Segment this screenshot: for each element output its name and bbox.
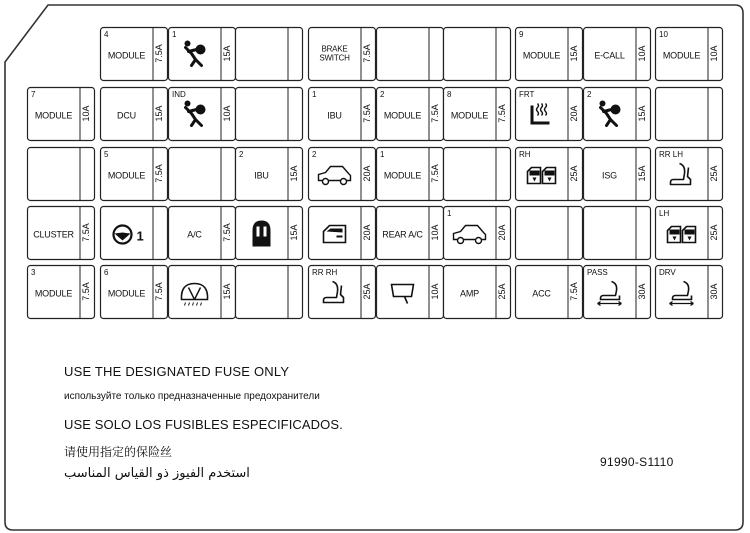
- fuse-label: MODULE: [107, 50, 146, 61]
- fuse-number: 10: [659, 30, 668, 39]
- fuse-slot: [377, 207, 444, 260]
- fuse-slot: [444, 207, 511, 260]
- fuse-slot-frame: [236, 88, 303, 141]
- fuse-rating: 7.5A: [154, 282, 164, 301]
- fuse-slot: [236, 207, 303, 260]
- fuse-slot-frame: [584, 207, 651, 260]
- part-number: 91990-S1110: [600, 455, 674, 469]
- fuse-slot: [444, 266, 511, 319]
- fuse-rating: 7.5A: [81, 223, 91, 242]
- fuse-slot: [584, 28, 651, 81]
- fuse-number: LH: [659, 209, 670, 218]
- fuse-number: 6: [104, 268, 109, 277]
- fuse-rating: 10A: [709, 45, 719, 62]
- fuse-rating: 15A: [222, 283, 232, 300]
- fuse-icon-number: 1: [136, 228, 144, 244]
- fuse-number: 2: [239, 150, 244, 159]
- fuse-slot: [516, 266, 583, 319]
- fuse-slot: [236, 88, 303, 141]
- fuse-label: MODULE: [522, 50, 561, 61]
- fuse-label: MODULE: [34, 288, 73, 299]
- fuse-number: RR RH: [312, 268, 338, 277]
- fuse-rating: 7.5A: [222, 223, 232, 242]
- fuse-rating: 10A: [222, 105, 232, 122]
- fuse-rating: 20A: [569, 105, 579, 122]
- fuse-slot: [101, 88, 168, 141]
- fuse-slot-frame: [516, 207, 583, 260]
- fuse-number: RR LH: [659, 150, 684, 159]
- fuse-label: MODULE: [34, 110, 73, 121]
- fuse-slot: [377, 88, 444, 141]
- fuse-number: FRT: [519, 90, 535, 99]
- fuse-slot: [28, 88, 95, 141]
- fuse-rating: 20A: [362, 224, 372, 241]
- fuse-number: PASS: [587, 268, 608, 277]
- fuse-slot: [28, 266, 95, 319]
- fuse-label: ACC: [532, 288, 551, 299]
- fuse-rating: 25A: [569, 165, 579, 182]
- fuse-number: 1: [380, 150, 385, 159]
- fuse-slot: [28, 148, 95, 201]
- fuse-label: DCU: [117, 110, 136, 121]
- fuse-slot: [656, 148, 723, 201]
- fuse-rating: 15A: [569, 45, 579, 62]
- fuse-number: RH: [519, 150, 531, 159]
- fuse-slot: [516, 148, 583, 201]
- fuse-slot: [656, 88, 723, 141]
- fuse-slot: [444, 88, 511, 141]
- fuse-number: 8: [447, 90, 452, 99]
- fuse-label: MODULE: [662, 50, 701, 61]
- fuse-number: 4: [104, 30, 109, 39]
- fuse-number: 2: [312, 150, 317, 159]
- fuse-label: E-CALL: [594, 50, 625, 61]
- fuse-rating: 7.5A: [430, 104, 440, 123]
- fuse-grid: [28, 28, 723, 319]
- fuse-rating: 7.5A: [497, 104, 507, 123]
- fuse-slot: [101, 148, 168, 201]
- fuse-slot: [516, 88, 583, 141]
- fuse-slot-frame: [236, 28, 303, 81]
- fuse-slot: [236, 148, 303, 201]
- fuse-slot: [516, 28, 583, 81]
- fuse-label: REAR A/C: [382, 229, 423, 240]
- instruction-english: USE THE DESIGNATED FUSE ONLY: [64, 364, 290, 379]
- fuse-slot: [656, 207, 723, 260]
- fuse-slot: [377, 28, 444, 81]
- fuse-slot: [236, 28, 303, 81]
- fuse-number: 1: [172, 30, 177, 39]
- fuse-rating: 15A: [222, 45, 232, 62]
- fuse-label: A/C: [187, 229, 202, 240]
- fuse-slot: [169, 148, 236, 201]
- fuse-slot: [101, 28, 168, 81]
- fuse-number: IND: [172, 90, 186, 99]
- fuse-rating: 7.5A: [362, 104, 372, 123]
- fuse-slot: [309, 266, 376, 319]
- fuse-slot: [309, 207, 376, 260]
- fuse-slot-frame: [236, 266, 303, 319]
- fuse-label: MODULE: [383, 170, 422, 181]
- fuse-rating: 30A: [637, 283, 647, 300]
- fuse-slot: [169, 88, 236, 141]
- fuse-slot: [236, 266, 303, 319]
- fuse-rating: 7.5A: [430, 164, 440, 183]
- instruction-arabic: استخدم الفيوز ذو القياس المناسب: [64, 466, 250, 481]
- fuse-number: 2: [587, 90, 592, 99]
- fuse-rating: 25A: [362, 283, 372, 300]
- fuse-rating: 15A: [154, 105, 164, 122]
- fuse-rating: 10A: [81, 105, 91, 122]
- fuse-label: IBU: [254, 170, 269, 181]
- fuse-slot: [516, 207, 583, 260]
- fuse-slot: [101, 266, 168, 319]
- fuse-slot: [584, 207, 651, 260]
- fuse-rating: 15A: [289, 165, 299, 182]
- fuse-label: MODULE: [450, 110, 489, 121]
- fuse-label: MODULE: [107, 288, 146, 299]
- fuse-rating: 25A: [497, 283, 507, 300]
- fuse-slot-frame: [377, 28, 444, 81]
- fuse-rating: 7.5A: [362, 44, 372, 63]
- fuse-slot-frame: [28, 148, 95, 201]
- fuse-slot: [584, 88, 651, 141]
- fuse-slot: [444, 28, 511, 81]
- fuse-number: DRV: [659, 268, 676, 277]
- fuse-slot: [656, 28, 723, 81]
- fuse-slot-frame: [169, 148, 236, 201]
- fuse-slot: [444, 148, 511, 201]
- fuse-slot: [169, 207, 236, 260]
- fuse-number: 9: [519, 30, 524, 39]
- fuse-number: 1: [312, 90, 317, 99]
- fuse-number: 5: [104, 150, 109, 159]
- fuse-rating: 20A: [497, 224, 507, 241]
- fuse-rating: 20A: [362, 165, 372, 182]
- fuse-label: AMP: [460, 288, 479, 299]
- fuse-number: 7: [31, 90, 36, 99]
- fuse-slot: [169, 28, 236, 81]
- fuse-slot: [101, 207, 168, 260]
- fuse-rating: 10A: [430, 224, 440, 241]
- fuse-slot-frame: [656, 88, 723, 141]
- fuse-rating: 10A: [637, 45, 647, 62]
- fuse-slot: [584, 266, 651, 319]
- fuse-label: IBU: [327, 110, 342, 121]
- fuse-slot: [309, 28, 376, 81]
- fuse-slot-frame: [444, 148, 511, 201]
- instruction-russian: используйте только предназначенные предохранители: [64, 391, 320, 402]
- fuse-label: CLUSTER: [33, 229, 74, 240]
- fuse-rating: 25A: [709, 224, 719, 241]
- fuse-slot: [169, 266, 236, 319]
- fuse-slot: [656, 266, 723, 319]
- fuse-slot: [377, 148, 444, 201]
- fuse-rating: 25A: [709, 165, 719, 182]
- fuse-rating: 7.5A: [569, 282, 579, 301]
- fuse-label: MODULE: [107, 170, 146, 181]
- fuse-rating: 10A: [430, 283, 440, 300]
- fuse-label: ISG: [602, 170, 617, 181]
- fuse-rating: 15A: [637, 105, 647, 122]
- fuse-rating: 7.5A: [81, 282, 91, 301]
- door-lock-icon: [253, 221, 271, 247]
- instruction-spanish: USE SOLO LOS FUSIBLES ESPECIFICADOS.: [64, 417, 343, 432]
- fuse-label: MODULE: [383, 110, 422, 121]
- fuse-rating: 30A: [709, 283, 719, 300]
- fuse-number: 3: [31, 268, 36, 277]
- fuse-number: 2: [380, 90, 385, 99]
- fuse-slot: [584, 148, 651, 201]
- fuse-label: BRAKE SWITCH: [319, 44, 350, 63]
- fuse-slot-frame: [101, 207, 168, 260]
- fuse-number: 1: [447, 209, 452, 218]
- fuse-rating: 7.5A: [154, 164, 164, 183]
- fuse-slot-frame: [444, 28, 511, 81]
- fuse-slot: [28, 207, 95, 260]
- fuse-slot: [377, 266, 444, 319]
- fuse-rating: 7.5A: [154, 44, 164, 63]
- fuse-slot: [309, 88, 376, 141]
- fuse-rating: 15A: [637, 165, 647, 182]
- fuse-slot: [309, 148, 376, 201]
- fuse-rating: 15A: [289, 224, 299, 241]
- instruction-chinese: 请使用指定的保险丝: [64, 445, 173, 459]
